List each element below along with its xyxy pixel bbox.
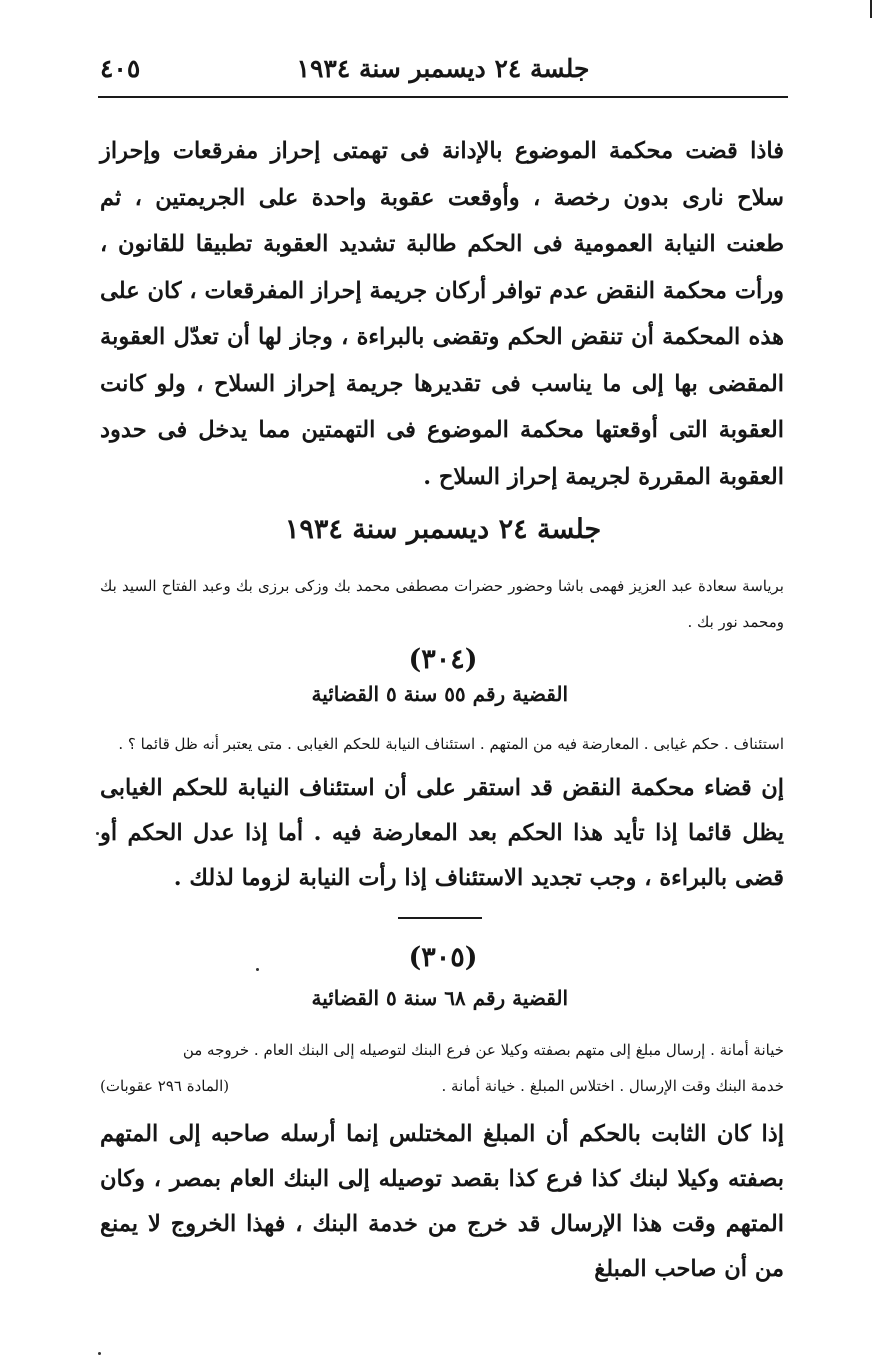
article-reference: (المادة ٢٩٦ عقوبات): [100, 1077, 230, 1095]
page-edge-mark: [870, 0, 872, 18]
case-title: القضية رقم ٥٥ سنة ٥ القضائية: [311, 682, 568, 706]
header-title: جلسة ٢٤ ديسمبر سنة ١٩٣٤: [296, 54, 590, 83]
scan-speck: [96, 832, 99, 835]
case-keywords-line-text: خدمة البنك وقت الإرسال . اختلاس المبلغ . خيانة أمانة .: [441, 1077, 784, 1095]
case-number: (٣٠٤): [408, 644, 478, 675]
header-rule: [98, 96, 788, 98]
case-keywords: استئناف . حكم غيابى . المعارضة فيه من المتهم . استئناف النيابة للحكم الغيابى . متى يعتبر أنه ظل قائما ؟ .: [118, 735, 784, 753]
case-ruling: إذا كان الثابت بالحكم أن المبلغ المختلس إنما أرسله صاحبه إلى المتهم بصفته وكيلا لبنك كذا فرع كذا بقصد توصيله إلى البنك العام بمصر ، وكان المتهم وقت هذا الإرسال قد خرج من خدمة البنك ، فهذا الخروج لا يمنع من أن صاحب المبلغ: [100, 1121, 784, 1282]
case-number: (٣٠٥): [408, 942, 478, 973]
scan-speck: [98, 1352, 101, 1355]
session-presidency: برياسة سعادة عبد العزيز فهمى باشا وحضور حضرات مصطفى محمد بك وزكى برزى بك وعبد الفتاح السيد بك ومحمد نور بك .: [100, 577, 784, 631]
case-ruling: إن قضاء محكمة النقض قد استقر على أن استئناف النيابة للحكم الغيابى يظل قائما إذا تأيد هذا الحكم بعد المعارضة فيه . أما إذا عدل الحكم أو قضى بالبراءة ، وجب تجديد الاستئناف إذا رأت النيابة لزوما لذلك .: [100, 775, 784, 891]
scan-speck: [256, 968, 259, 971]
intro-paragraph: فاذا قضت محكمة الموضوع بالإدانة فى تهمتى إحراز مفرقعات وإحراز سلاح نارى بدون رخصة ، وأوقعت عقوبة واحدة على الجريمتين ، ثم طعنت النيابة العمومية فى الحكم طالبة تشديد العقوبة تطبيقا للقانون ، ورأت محكمة النقض عدم توافر أركان جريمة إحراز المفرقعات ، كان على هذه المحكمة أن تنقض الحكم وتقضى بالبراءة ، وجاز لها أن تعدّل العقوبة المقضى بها إلى ما يناسب فى تقديرها جريمة إحراز السلاح ، ولو كانت العقوبة التى أوقعتها محكمة الموضوع فى التهمتين مما يدخل فى حدود العقوبة المقررة لجريمة إحراز السلاح .: [100, 138, 784, 490]
page-number: ٤٠٥: [100, 54, 141, 83]
case-keywords-line: خيانة أمانة . إرسال مبلغ إلى متهم بصفته وكيلا عن فرع البنك لتوصيله إلى البنك العام . خروجه من: [182, 1041, 784, 1059]
case-divider: [398, 917, 482, 919]
page-header: [98, 48, 788, 92]
case-keywords: [100, 1032, 784, 1104]
case-keywords-line: [100, 1068, 784, 1104]
case-title: القضية رقم ٦٨ سنة ٥ القضائية: [311, 986, 568, 1010]
session-heading: جلسة ٢٤ ديسمبر سنة ١٩٣٤: [284, 514, 602, 545]
